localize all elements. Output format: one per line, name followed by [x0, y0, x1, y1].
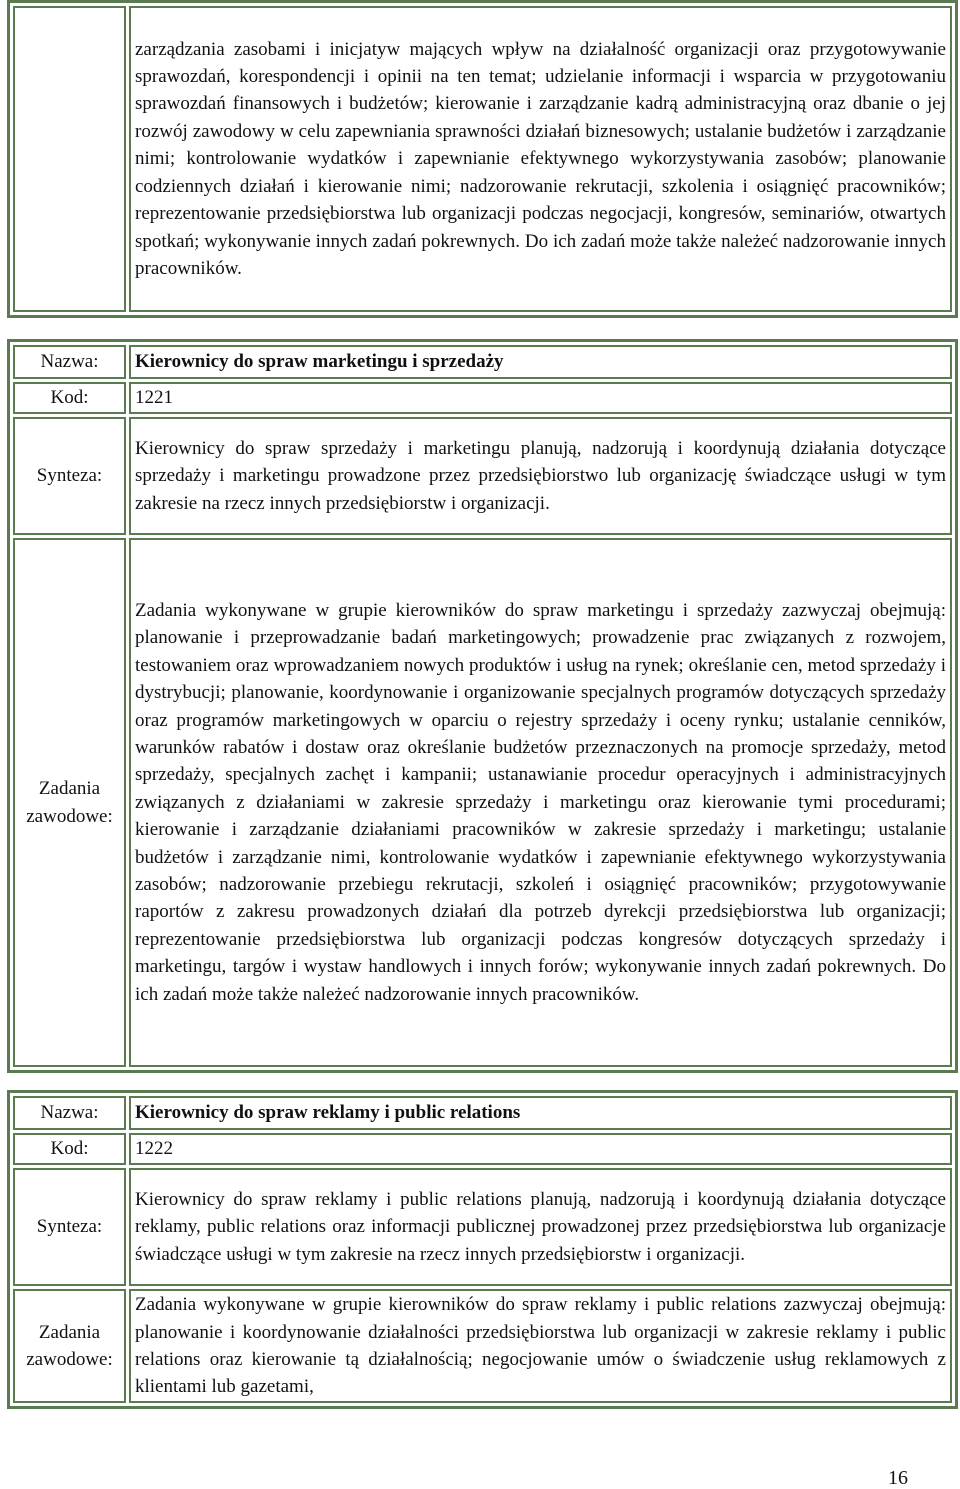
occupation-tasks: Zadania wykonywane w grupie kierowników do spraw marketingu i sprzedaży zazwyczaj obejmują: planowanie i przeprowadzanie badań marketingowych; prowadzenie prac związanych z rozwojem, testowaniem oraz wprowadzaniem nowych produktów i usług na rynek; określanie cen, metod sprzedaży i dystrybucji; planowanie, koordynowanie i organizowanie specjalnych programów dotyczących sprzedaży oraz programów marketingowych w oparciu o rejestry sprzedaży i oceny rynku; ustalanie cenników, warunków rabatów i dostaw oraz określanie budżetów przeznaczonych na promocje sprzedaży, metod sprzedaży, specjalnych zachęt i kampanii; ustanawianie procedur operacyjnych i administracyjnych związanych z działaniami w zakresie sprzedaży i marketingu oraz kierowanie tymi procedurami; kierowanie i zarządzanie działaniami pracowników w zakresie sprzedaży i marketingu; ustalanie budżetów i zarządzanie nimi, kontrolowanie wydatków i zapewnianie efektywnego wykorzystywania zasobów; nadzorowanie przebiegu rekrutacji, szkoleń i osiągnięć pracowników; przygotowywanie raportów z zakresu prowadzonych działań dla potrzeb dyrekcji przedsiębiorstwa lub organizacji; reprezentowanie przedsiębiorstwa lub organizacji podczas kongresów dotyczących sprzedaży i marketingu, targów i wystaw handlowych i innych forów; wykonywanie innych zadań pokrewnych. Do ich zadań może także należeć nadzorowanie innych pracowników.	[129, 538, 952, 1067]
name-label: Nazwa:	[13, 1096, 126, 1130]
occupation-name: Kierownicy do spraw marketingu i sprzedaży	[129, 345, 952, 379]
page-number: 16	[888, 1467, 908, 1489]
tasks-label: Zadania zawodowe:	[13, 1289, 126, 1403]
occupation-code: 1221	[129, 382, 952, 414]
name-label: Nazwa:	[13, 345, 126, 379]
code-label: Kod:	[13, 382, 126, 414]
code-label: Kod:	[13, 1133, 126, 1165]
occupation-tasks: Zadania wykonywane w grupie kierowników do spraw reklamy i public relations zazwyczaj obejmują: planowanie i koordynowanie działalności przedsiębiorstwa lub organizacji w zakresie reklamy i public relations oraz kierowanie tą działalnością; negocjowanie umów o świadczenie usług reklamowych z klientami lub gazetami,	[129, 1289, 952, 1403]
synthesis-label: Synteza:	[13, 417, 126, 535]
tasks-label: Zadania zawodowe:	[13, 538, 126, 1067]
occupation-synthesis: Kierownicy do spraw sprzedaży i marketingu planują, nadzorują i koordynują działania dotyczące sprzedaży i marketingu prowadzone przez przedsiębiorstwo lub organizację świadczące usługi w tym zakresie na rzecz innych przedsiębiorstw i organizacji.	[129, 417, 952, 535]
continuation-text: zarządzania zasobami i inicjatyw mających wpływ na działalność organizacji oraz przygotowywanie sprawozdań, korespondencji i opinii na ten temat; udzielanie informacji i wsparcia w przygotowaniu sprawozdań finansowych i budżetów; kierowanie i zarządzanie kadrą administracyjną oraz dbanie o jej rozwój zawodowy w celu zapewniania sprawności działań biznesowych; ustalanie budżetów i zarządzanie nimi; kontrolowanie wydatków i zapewnianie efektywnego wykorzystywania zasobów; planowanie codziennych działań i kierowanie nimi; nadzorowanie rekrutacji, szkolenia i osiągnięć pracowników; reprezentowanie przedsiębiorstwa lub organizacji podczas negocjacji, kongresów, seminariów, otwartych spotkań; wykonywanie innych zadań pokrewnych. Do ich zadań może także należeć nadzorowanie innych pracowników.	[129, 6, 952, 312]
occupation-code: 1222	[129, 1133, 952, 1165]
continuation-table	[7, 0, 958, 318]
synthesis-label: Synteza:	[13, 1168, 126, 1286]
occupation-entry-1222	[7, 1090, 958, 1409]
occupation-entry-1221	[7, 339, 958, 1073]
occupation-name: Kierownicy do spraw reklamy i public relations	[129, 1096, 952, 1130]
continuation-label-cell	[13, 6, 126, 312]
occupation-synthesis: Kierownicy do spraw reklamy i public relations planują, nadzorują i koordynują działania dotyczące reklamy, public relations oraz informacji publicznej prowadzonej przez przedsiębiorstwa lub organizacje świadczące usługi w tym zakresie na rzecz innych przedsiębiorstw i organizacji.	[129, 1168, 952, 1286]
